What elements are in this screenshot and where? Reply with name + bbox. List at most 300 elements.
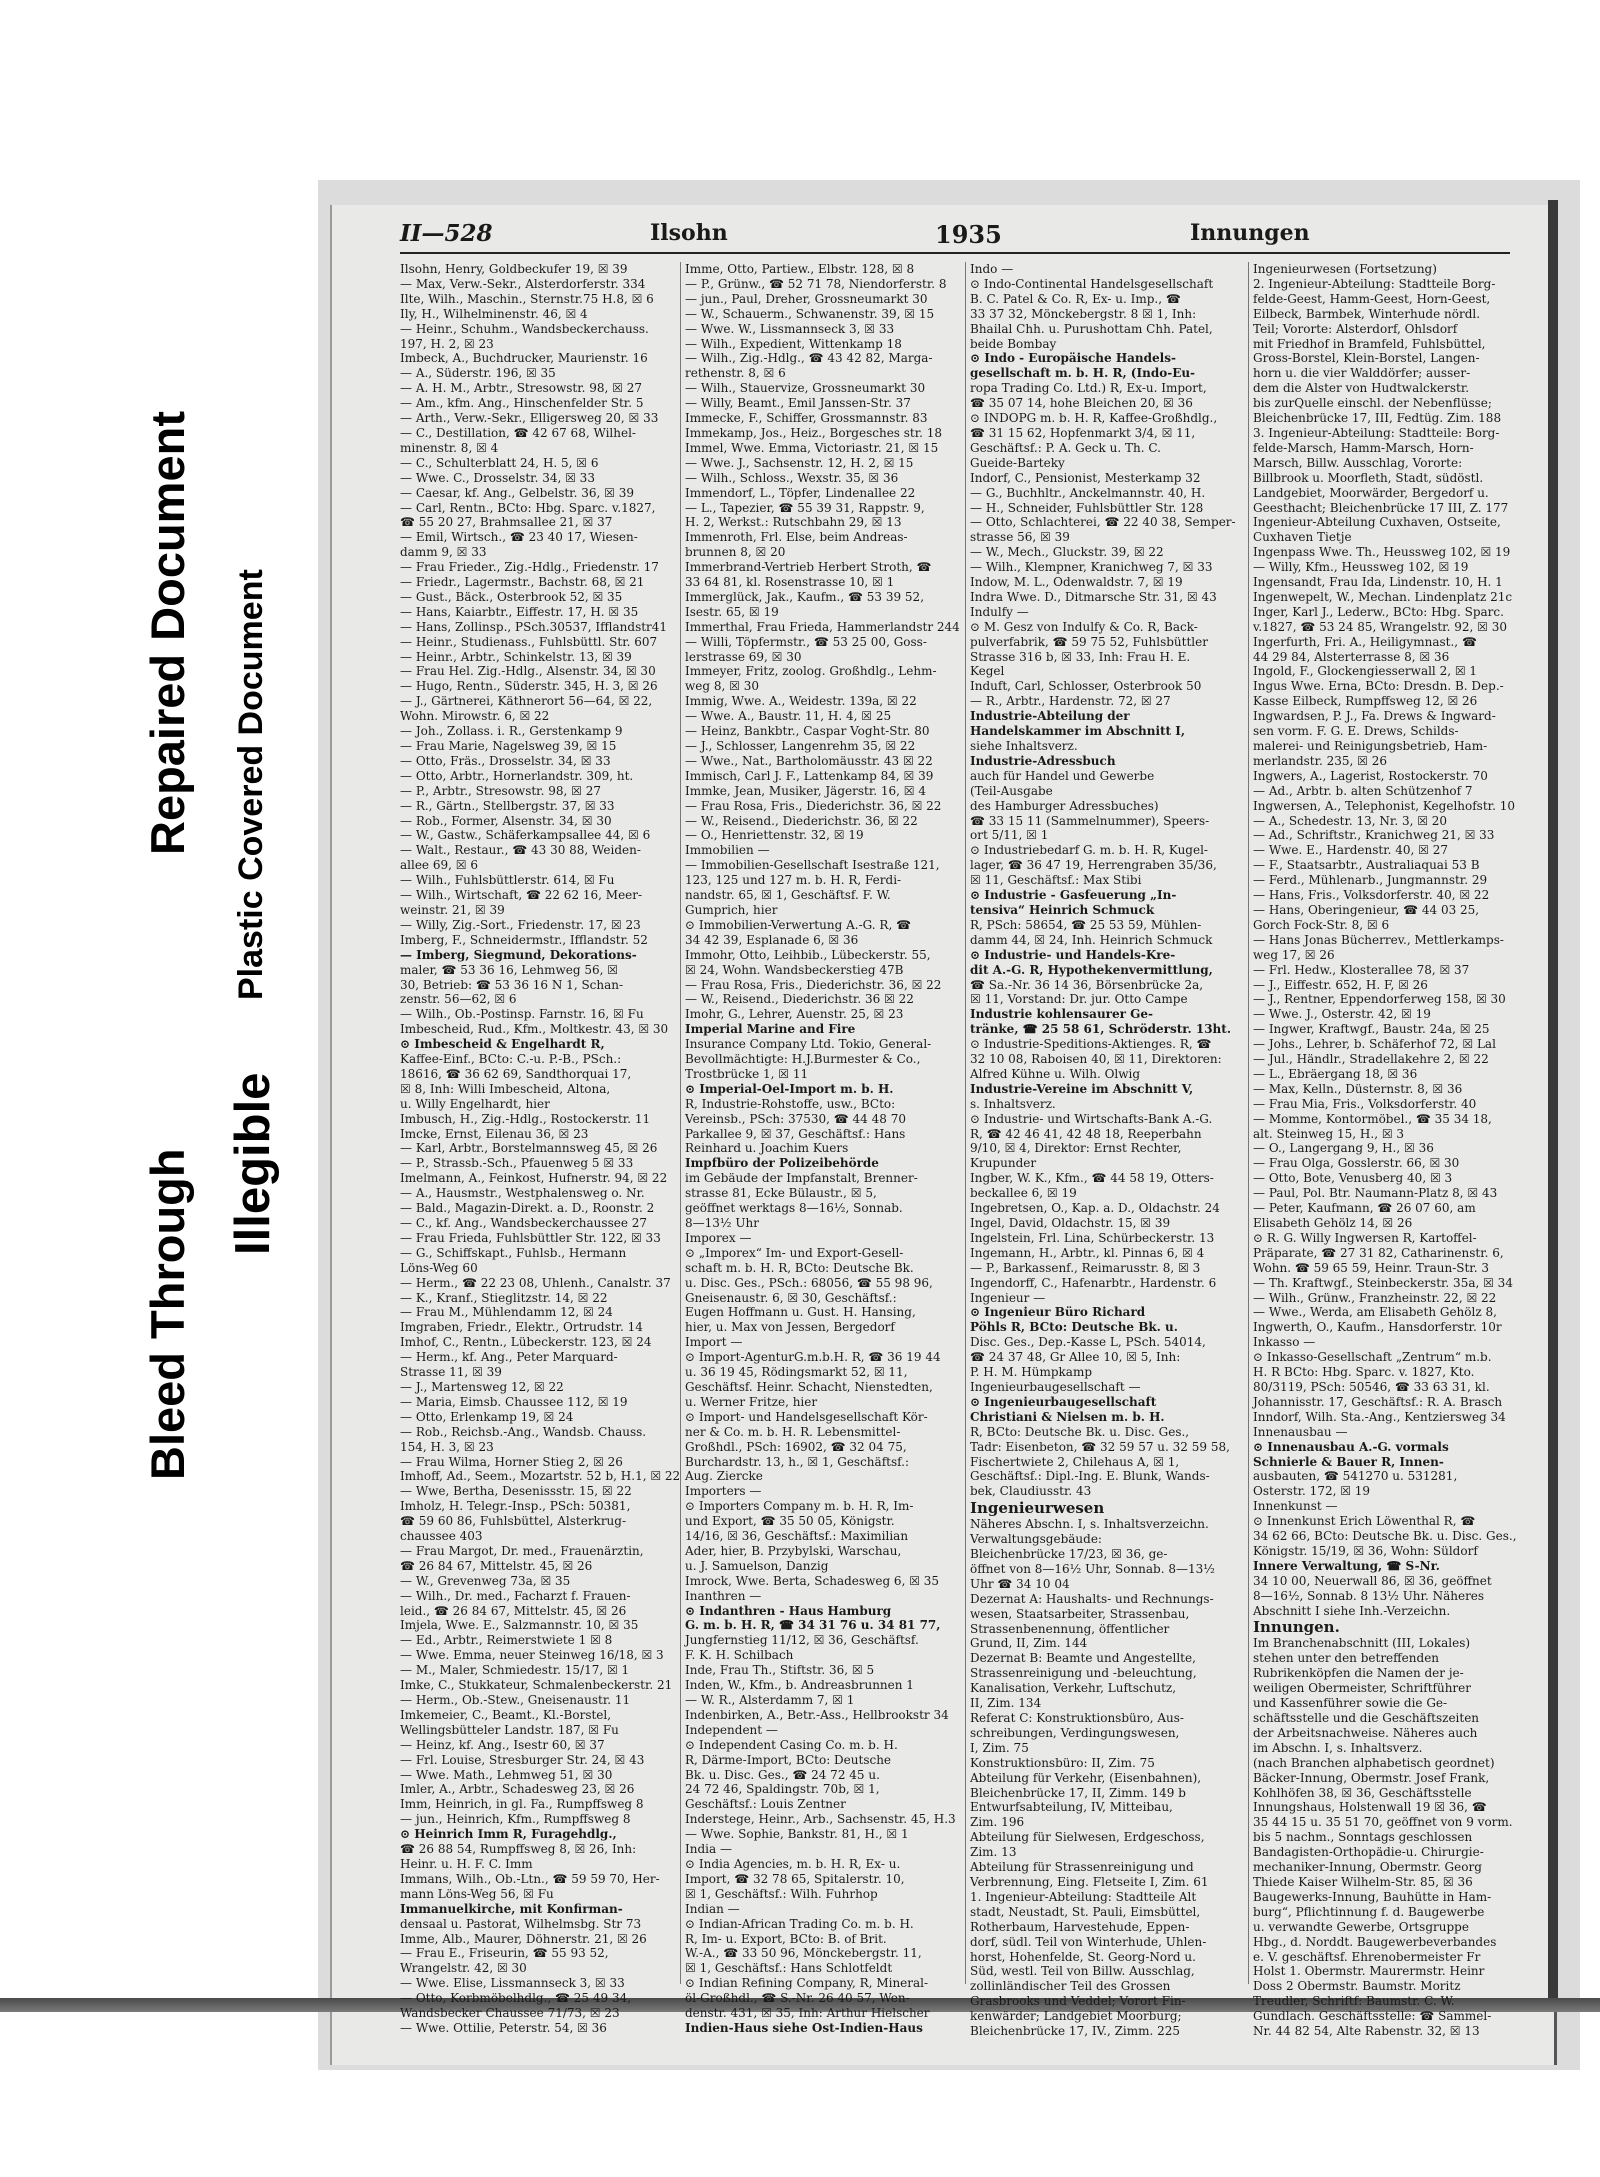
directory-entry-line: — Hans, Oberingenieur, ☎ 44 03 25, (1253, 902, 1480, 917)
directory-entry-line: leid., ☎ 26 84 67, Mittelstr. 45, ☒ 26 (400, 1603, 627, 1618)
directory-entry-line: — Wwe. C., Drosselstr. 34, ☒ 33 (400, 470, 595, 485)
directory-entry-line: — Wilh., Schloss., Wexstr. 35, ☒ 36 (685, 470, 899, 485)
directory-entry-line: Teil; Vororte: Alsterdorf, Ohlsdorf (1253, 321, 1458, 336)
directory-entry-line: — Willy, Kfm., Heussweg 102, ☒ 19 (1253, 560, 1469, 575)
directory-entry-line: — Frau Mia, Fris., Volksdorferstr. 40 (1253, 1096, 1477, 1111)
directory-entry-line: lerstrasse 69, ☒ 30 (685, 649, 802, 664)
directory-entry-line: — Hans, Fris., Volksdorferstr. 40, ☒ 22 (1253, 888, 1490, 903)
directory-entry-line: — Heinr., Arbtr., Schinkelstr. 13, ☒ 39 (400, 649, 632, 664)
directory-entry-line: Imbeck, A., Buchdrucker, Maurienstr. 16 (400, 351, 648, 366)
directory-entry-line: Wandsbecker Chaussee 71/73, ☒ 23 (400, 2006, 620, 2021)
directory-entry-line: 8—16½, Sonnab. 8 13½ Uhr. Näheres (1253, 1588, 1485, 1603)
directory-entry-line: Immeyer, Fritz, zoolog. Großhdlg., Lehm- (685, 664, 937, 679)
directory-entry-line: Ingerfurth, Fri. A., Heiligymnast., ☎ (1253, 634, 1477, 649)
directory-entry-line: Ingendorff, C., Hafenarbtr., Hardenstr. 6 (970, 1275, 1217, 1290)
directory-entry-line: u. Werner Fritze, hier (685, 1394, 818, 1409)
directory-entry-line: u. verwandte Gewerbe, Ortsgruppe (1253, 1919, 1469, 1934)
directory-entry-line: Immecke, F., Schiffer, Grossmannstr. 83 (685, 411, 928, 426)
directory-entry-line: — Immobilien-Gesellschaft Isestraße 121, (685, 858, 940, 873)
directory-entry-line: — Peter, Kaufmann, ☎ 26 07 60, am (1253, 1201, 1476, 1216)
directory-entry-line: G. m. b. H. R, ☎ 34 31 76 u. 34 81 77, (685, 1618, 941, 1633)
directory-entry-line: — Wilh., Zig.-Hdlg., ☎ 43 42 82, Marga- (685, 351, 933, 366)
directory-entry-line: Innungshaus, Holstenwall 19 ☒ 36, ☎ (1253, 1800, 1487, 1815)
directory-entry-line: chaussee 403 (400, 1529, 483, 1544)
directory-entry-line: horn u. die vier Walddörfer; ausser- (1253, 366, 1471, 381)
directory-entry-line: — Herm., ☎ 22 23 08, Uhlenh., Canalstr. 37 (400, 1275, 671, 1290)
directory-entry-line: bis 5 nachm., Sonntags geschlossen (1253, 1830, 1473, 1845)
directory-entry-line: 44 29 84, Alsterterrasse 8, ☒ 36 (1253, 649, 1450, 664)
directory-entry-line: — Wwe., Werda, am Elisabeth Gehölz 8, (1253, 1305, 1497, 1320)
directory-entry-line: 24 72 46, Spaldingstr. 70b, ☒ 1, (685, 1782, 880, 1797)
directory-entry-line: ⊙ Ingenieur Büro Richard (970, 1305, 1146, 1320)
directory-entry-line: — Wilh., Grünw., Franzheinstr. 22, ☒ 22 (1253, 1290, 1497, 1305)
directory-entry-line: weinstr. 21, ☒ 39 (400, 902, 505, 917)
directory-entry-line: Industrie kohlensaurer Ge- (970, 1007, 1153, 1022)
directory-entry-line: Ingwers, A., Lagerist, Rostockerstr. 70 (1253, 768, 1488, 783)
directory-entry-line: ⊙ Industrie - Gasfeuerung „In- (970, 888, 1177, 903)
directory-entry-line: — Herm., kf. Ang., Peter Marquard- (400, 1350, 618, 1365)
directory-entry-line: v.1827, ☎ 53 24 85, Wrangelstr. 92, ☒ 30 (1253, 619, 1507, 634)
directory-entry-line: Imporex — (685, 1230, 752, 1245)
column-divider (680, 262, 681, 1984)
directory-entry-line: ⊙ Imperial-Oel-Import m. b. H. (685, 1081, 894, 1096)
directory-entry-line: II, Zim. 134 (970, 1696, 1042, 1711)
directory-entry-line: ropa Trading Co. Ltd.) R, Ex-u. Import, (970, 381, 1207, 396)
directory-entry-line: Gneisenaustr. 6, ☒ 30, Geschäftsf.: (685, 1290, 897, 1305)
directory-entry-line: Treudler, Schriftf: Baumstr. C. W. (1253, 1994, 1455, 2009)
directory-entry-line: Cuxhaven Tietje (1253, 530, 1352, 545)
directory-entry-line: (nach Branchen alphabetisch geordnet) (1253, 1755, 1495, 1770)
directory-entry-line: Ingber, W. K., Kfm., ☎ 44 58 19, Otters- (970, 1171, 1214, 1186)
directory-entry-line: Handelskammer im Abschnitt I, (970, 724, 1186, 739)
illegible-label: Illegible (226, 1072, 280, 1255)
directory-entry-line: Isestr. 65, ☒ 19 (685, 604, 779, 619)
directory-entry-line: Kohlhöfen 38, ☒ 36, Geschäftsstelle (1253, 1785, 1472, 1800)
directory-entry-line: ⊙ „Imporex“ Im- und Export-Gesell- (685, 1245, 904, 1260)
directory-entry-line: Ingenpass Wwe. Th., Heussweg 102, ☒ 19 (1253, 545, 1511, 560)
directory-entry-line: 34 42 39, Esplanade 6, ☒ 36 (685, 932, 859, 947)
directory-entry-line: ⊙ Import- und Handelsgesellschaft Kör- (685, 1409, 928, 1424)
directory-entry-line: Imholz, H. Telegr.-Insp., PSch: 50381, (400, 1499, 631, 1514)
directory-entry-line: P. H. M. Hümpkamp (970, 1365, 1093, 1380)
directory-entry-line: — M., Maler, Schmiedestr. 15/17, ☒ 1 (400, 1663, 630, 1678)
directory-entry-line: — W., Gastw., Schäferkampsallee 44, ☒ 6 (400, 828, 651, 843)
directory-entry-line: Königstr. 15/19, ☒ 36, Wohn: Süldorf (1253, 1543, 1478, 1558)
directory-entry-line: — C., Destillation, ☎ 42 67 68, Wilhel- (400, 425, 636, 440)
directory-entry-line: — Heinz, kf. Ang., Isestr 60, ☒ 37 (400, 1737, 605, 1752)
directory-entry-line: 33 37 32, Mönckebergstr. 8 ☒ 1, Inh: (970, 306, 1197, 321)
directory-entry-line: — Heinz, Bankbtr., Caspar Voght-Str. 80 (685, 724, 930, 739)
directory-entry-line: — Johs., Lehrer, b. Schäferhof 72, ☒ Lal (1253, 1037, 1496, 1052)
directory-entry-line: mann Löns-Weg 56, ☒ Fu (400, 1886, 554, 1901)
directory-entry-line: Verwaltungsgebäude: (970, 1532, 1102, 1547)
directory-entry-line: Indra Wwe. D., Ditmarsche Str. 31, ☒ 43 (970, 589, 1217, 604)
directory-entry-line: W.-A., ☎ 33 50 96, Mönckebergstr. 11, (685, 1946, 922, 1961)
directory-entry-line: Imperial Marine and Fire (685, 1022, 856, 1037)
directory-entry-line: mechaniker-Innung, Obermstr. Georg (1253, 1860, 1482, 1875)
directory-entry-line: Industrie-Adressbuch (970, 753, 1116, 768)
directory-entry-line: zenstr. 56—62, ☒ 6 (400, 992, 517, 1007)
directory-entry-line: Heinr. u. H. F. C. Imm (400, 1856, 533, 1871)
directory-entry-line: ⊙ Immobilien-Verwertung A.-G. R, ☎ (685, 917, 912, 932)
directory-entry-line: Immenroth, Frl. Else, beim Andreas- (685, 530, 908, 545)
directory-entry-line: Import, ☎ 32 78 65, Spitalerstr. 10, (685, 1871, 905, 1886)
directory-entry-line: 33 64 81, kl. Rosenstrasse 10, ☒ 1 (685, 575, 895, 590)
directory-entry-line: und Kassenführer sowie die Ge- (1253, 1696, 1448, 1711)
directory-entry-line: — J., Eiffestr. 652, H. F, ☒ 26 (1253, 977, 1428, 992)
directory-entry-line: Imme, Alb., Maurer, Döhnerstr. 21, ☒ 26 (400, 1931, 647, 1946)
directory-entry-line: Immerbrand-Vertrieb Herbert Stroth, ☎ (685, 560, 932, 575)
directory-entry-line: Abteilung für Verkehr, (Eisenbahnen), (970, 1770, 1202, 1785)
directory-entry-line: — P., Strassb.-Sch., Pfauenweg 5 ☒ 33 (400, 1156, 634, 1171)
directory-entry-line: weg 17, ☒ 26 (1253, 947, 1335, 962)
directory-entry-line: Ingenieur — (970, 1290, 1046, 1305)
directory-entry-line: maler, ☎ 53 36 16, Lehmweg 56, ☒ (400, 962, 619, 977)
directory-entry-line: B. C. Patel & Co. R, Ex- u. Imp., ☎ (970, 291, 1181, 306)
directory-entry-line: Ingemann, H., Arbtr., kl. Pinnas 6, ☒ 4 (970, 1245, 1205, 1260)
directory-entry-line: Imcke, Ernst, Eilenau 36, ☒ 23 (400, 1126, 589, 1141)
directory-entry-line: — Rob., Former, Alsenstr. 34, ☒ 30 (400, 813, 612, 828)
directory-entry-line: horst, Hohenfelde, St. Georg-Nord u. (970, 1949, 1196, 1964)
directory-entry-line: Süd, westl. Teil von Billw. Ausschlag, (970, 1964, 1195, 1979)
directory-entry-line: Thiede Kaiser Wilhelm-Str. 85, ☒ 36 (1253, 1874, 1473, 1889)
directory-entry-line: ☒ 24, Wohn. Wandsbeckerstieg 47B (685, 962, 904, 977)
directory-entry-line: Bandagisten-Orthopädie-u. Chirurgie- (1253, 1845, 1484, 1860)
directory-entry-line: Inderstege, Heinr., Arb., Sachsenstr. 45, H.3 (685, 1812, 956, 1827)
directory-entry-line: Zim. 196 (970, 1815, 1025, 1830)
directory-entry-line: — Ingwer, Kraftwgf., Baustr. 24a, ☒ 25 (1253, 1022, 1490, 1037)
directory-entry-line: — Otto, Korbmöbelhdlg., ☎ 25 49 34, (400, 1991, 632, 2006)
directory-entry-line: Indulfy — (970, 604, 1029, 619)
scan-edge-right (1548, 200, 1558, 2000)
directory-entry-line: Parkallee 9, ☒ 37, Geschäftsf.: Hans (685, 1126, 906, 1141)
directory-entry-line: denstr. 431, ☒ 35, Inh: Arthur Hielscher (685, 2006, 930, 2021)
directory-column-4 (1253, 262, 1525, 2039)
directory-entry-line: Osterstr. 172, ☒ 19 (1253, 1484, 1371, 1499)
directory-entry-line: allee 69, ☒ 6 (400, 858, 478, 873)
directory-entry-line: Ilte, Wilh., Maschin., Sternstr.75 H.8, ☒ 6 (400, 291, 654, 306)
directory-entry-line: Indian — (685, 1901, 740, 1916)
directory-entry-line: F. K. H. Schilbach (685, 1648, 794, 1663)
directory-entry-line: sen vorm. F. G. E. Drews, Schilds- (1253, 724, 1459, 739)
directory-entry-line: ☒ 11, Vorstand: Dr. jur. Otto Campe (970, 992, 1188, 1007)
directory-entry-line: Inger, Karl J., Lederw., BCto: Hbg. Sparc. (1253, 604, 1504, 619)
directory-entry-line: 3. Ingenieur-Abteilung: Stadtteile: Borg- (1253, 425, 1500, 440)
directory-entry-line: Imelmann, A., Feinkost, Hufnerstr. 94, ☒ 22 (400, 1171, 668, 1186)
directory-entry-line: 35 44 15 u. 35 51 70, geöffnet von 9 vorm. (1253, 1815, 1513, 1830)
directory-entry-line: R, Därme-Import, BCto: Deutsche (685, 1752, 892, 1767)
directory-entry-line: — jun., Heinrich, Kfm., Rumpffsweg 8 (400, 1812, 631, 1827)
directory-entry-line: — Frau Frieder., Zig.-Hdlg., Friedenstr. 17 (400, 560, 659, 575)
directory-entry-line: — Wwe. A., Baustr. 11, H. 4, ☒ 25 (685, 709, 892, 724)
directory-entry-line: Schnierle & Bauer R, Innen- (1253, 1454, 1444, 1469)
directory-entry-line: — Karl, Arbtr., Borstelmannsweg 45, ☒ 26 (400, 1141, 658, 1156)
directory-entry-line: ⊙ Importers Company m. b. H. R, Im- (685, 1499, 914, 1514)
directory-entry-line: ☒ 1, Geschäftsf.: Hans Schlotfeldt (685, 1961, 893, 1976)
directory-entry-line: strasse 56, ☒ 39 (970, 530, 1070, 545)
directory-entry-line: — Emil, Wirtsch., ☎ 23 40 17, Wiesen- (400, 530, 638, 545)
directory-entry-line: — Wwe., Nat., Bartholomäusstr. 43 ☒ 22 (685, 753, 933, 768)
directory-entry-line: — Rob., Reichsb.-Ang., Wandsb. Chauss. (400, 1424, 647, 1439)
directory-entry-line: — Ed., Arbtr., Reimerstwiete 1 ☒ 8 (400, 1633, 613, 1648)
directory-entry-line: ☎ 24 37 48, Gr Allee 10, ☒ 5, Inh: (970, 1350, 1181, 1365)
directory-entry-line: Ader, hier, B. Przybylski, Warschau, (685, 1543, 902, 1558)
directory-entry-line: ort 5/11, ☒ 1 (970, 828, 1049, 843)
directory-entry-line: 30, Betrieb: ☎ 53 36 16 N 1, Schan- (400, 977, 624, 992)
directory-entry-line: Ingenieurbaugesellschaft — (970, 1379, 1141, 1394)
directory-entry-line: Imhoff, Ad., Seem., Mozartstr. 52 b, H.1, ☒ 22 (400, 1469, 681, 1484)
directory-entry-line: 154, H. 3, ☒ 23 (400, 1439, 494, 1454)
directory-entry-line: Bleichenbrücke 17, IV., Zimm. 225 (970, 2024, 1181, 2039)
directory-entry-line: Bäcker-Innung, Obermstr. Josef Frank, (1253, 1770, 1490, 1785)
directory-entry-line: Ingwersen, A., Telephonist, Kegelhofstr. 10 (1253, 798, 1515, 813)
directory-entry-line: Referat C: Konstruktionsbüro, Aus- (970, 1711, 1184, 1725)
directory-entry-line: lager, ☎ 36 47 19, Herrengraben 35/36, (970, 858, 1217, 873)
directory-entry-line: — Hugo, Rentn., Süderstr. 345, H. 3, ☒ 26 (400, 679, 658, 694)
page-number: II—528 (400, 220, 493, 247)
directory-entry-line: — K., Kranf., Stieglitzstr. 14, ☒ 22 (400, 1290, 608, 1305)
directory-entry-line: ☒ 11, Geschäftsf.: Max Stibi (970, 873, 1142, 888)
directory-entry-line: Präparate, ☎ 27 31 82, Catharinenstr. 6, (1253, 1245, 1504, 1260)
directory-entry-line: Jungfernstieg 11/12, ☒ 36, Geschäftsf. (685, 1633, 919, 1648)
directory-entry-line: — R., Arbtr., Hardenstr. 72, ☒ 27 (970, 694, 1171, 709)
directory-entry-line: Hbg., d. Norddt. Baugewerbeverbandes (1253, 1934, 1497, 1949)
directory-entry-line: — Wilh., Ob.-Postinsp. Farnstr. 16, ☒ Fu (400, 1007, 644, 1022)
directory-entry-line: ⊙ Indo-Continental Handelsgesellschaft (970, 276, 1214, 291)
directory-entry-line: — Wwe, Bertha, Desenissstr. 15, ☒ 22 (400, 1484, 632, 1499)
directory-entry-line: ⊙ Industriebedarf G. m. b. H. R, Kugel- (970, 843, 1208, 858)
directory-entry-line: Imler, A., Arbtr., Schadesweg 23, ☒ 26 (400, 1782, 635, 1797)
directory-entry-line: Industrie-Abteilung der (970, 709, 1130, 724)
directory-entry-line: Christiani & Nielsen m. b. H. (970, 1409, 1165, 1424)
directory-entry-line: Eilbeck, Barmbek, Winterhude nördl. (1253, 306, 1481, 321)
directory-entry-line: Abteilung für Sielwesen, Erdgeschoss, (970, 1830, 1205, 1845)
directory-column-2 (685, 262, 962, 2035)
directory-entry-line: Wrangelstr. 42, ☒ 30 (400, 1961, 527, 1976)
directory-entry-line: — A., Schedestr. 13, Nr. 3, ☒ 20 (1253, 813, 1448, 828)
directory-entry-line: merlandstr. 235, ☒ 26 (1253, 753, 1388, 768)
directory-entry-line: — Frau Wilma, Horner Stieg 2, ☒ 26 (400, 1454, 623, 1469)
directory-entry-line: — J., Martensweg 12, ☒ 22 (400, 1379, 564, 1394)
directory-entry-line: Reinhard u. Joachim Kuers (685, 1141, 849, 1156)
directory-entry-line: — J., Rentner, Eppendorferweg 158, ☒ 30 (1253, 992, 1506, 1007)
directory-entry-line: Holst 1. Obermstr. Maurermstr. Heinr (1253, 1964, 1485, 1979)
directory-entry-line: ⊙ Indanthren - Haus Hamburg (685, 1603, 892, 1618)
directory-entry-line: — L., Tapezier, ☎ 55 39 31, Rappstr. 9, (685, 500, 925, 515)
directory-entry-line: Imohr, G., Lehrer, Auenstr. 25, ☒ 23 (685, 1007, 904, 1022)
directory-entry-line: — Momme, Kontormöbel., ☎ 35 34 18, (1253, 1111, 1492, 1126)
directory-entry-line: Bleichenbrücke 17, II, Zimm. 149 b (970, 1785, 1186, 1800)
directory-entry-line: Kegel (970, 664, 1005, 679)
directory-entry-line: dem die Alster von Hudtwalckerstr. (1253, 381, 1470, 396)
directory-entry-line: India — (685, 1842, 732, 1857)
directory-entry-line: ☎ Sa.-Nr. 36 14 36, Börsenbrücke 2a, (970, 977, 1204, 992)
directory-entry-line: Induft, Carl, Schlosser, Osterbrook 50 (970, 679, 1202, 694)
directory-entry-line: Independent — (685, 1722, 778, 1737)
directory-entry-line: alt. Steinweg 15, H., ☒ 3 (1253, 1126, 1405, 1141)
directory-entry-line: Bhailal Chh. u. Purushottam Chh. Patel, (970, 321, 1213, 336)
directory-entry-line: minenstr. 8, ☒ 4 (400, 440, 499, 455)
directory-entry-line: öffnet von 8—16½ Uhr, Sonnab. 8—13½ (970, 1561, 1215, 1576)
directory-entry-line: — Friedr., Lagermstr., Bachstr. 68, ☒ 21 (400, 575, 645, 590)
directory-entry-line: Wellingsbütteler Landstr. 187, ☒ Fu (400, 1722, 619, 1737)
directory-entry-line: Immel, Wwe. Emma, Victoriastr. 21, ☒ 15 (685, 440, 939, 455)
directory-entry-line: Wohn. ☎ 59 65 59, Heinr. Traun-Str. 3 (1253, 1260, 1489, 1275)
directory-entry-line: Dezernat B: Beamte und Angestellte, (970, 1651, 1196, 1666)
directory-entry-line: Eugen Hoffmann u. Gust. H. Hansing, (685, 1305, 916, 1320)
directory-entry-line: gesellschaft m. b. H. R, (Indo-Eu- (970, 366, 1196, 381)
directory-entry-line: 123, 125 und 127 m. b. H. R, Ferdi- (685, 873, 902, 888)
directory-entry-line: Löns-Weg 60 (400, 1260, 478, 1275)
directory-entry-line: bis zurQuelle einschl. der Nebenflüsse; (1253, 396, 1492, 411)
page-header (400, 218, 1510, 254)
directory-entry-line: H. 2, Werkst.: Rutschbahn 29, ☒ 13 (685, 515, 902, 530)
directory-entry-line: — Wwe. W., Lissmannseck 3, ☒ 33 (685, 321, 895, 336)
directory-entry-line: — Frau Margot, Dr. med., Frauenärztin, (400, 1543, 644, 1558)
directory-entry-line: — Bald., Magazin-Direkt. a. D., Roonstr. 2 (400, 1201, 655, 1216)
directory-entry-line: Ingenieur-Abteilung Cuxhaven, Ostseite, (1253, 515, 1501, 530)
directory-entry-line: u. Disc. Ges., PSch.: 68056, ☎ 55 98 96, (685, 1275, 933, 1290)
directory-entry-line: Immohr, Otto, Leihbib., Lübeckerstr. 55, (685, 947, 931, 962)
directory-entry-line: ⊙ R. G. Willy Ingwersen R, Kartoffel- (1253, 1230, 1477, 1245)
directory-entry-line: — G., Schiffskapt., Fuhlsb., Hermann (400, 1245, 627, 1260)
directory-entry-line: Imm, Heinrich, in gl. Fa., Rumpffsweg 8 (400, 1797, 644, 1812)
directory-entry-line: ⊙ Indian Refining Company, R, Mineral- (685, 1976, 929, 1991)
directory-entry-line: Rubrikenköpfen die Namen der je- (1253, 1666, 1464, 1681)
directory-entry-line: rethenstr. 8, ☒ 6 (685, 366, 786, 381)
column-divider (1248, 262, 1249, 1984)
directory-entry-line: Ingwerth, O., Kaufm., Hansdorferstr. 10r (1253, 1320, 1502, 1335)
directory-entry-line: ⊙ Innenausbau A.-G. vormals (1253, 1439, 1449, 1454)
directory-entry-line: u. 36 19 45, Rödingsmarkt 52, ☒ 11, (685, 1365, 908, 1380)
directory-entry-line: Indow, M. L., Odenwaldstr. 7, ☒ 19 (970, 575, 1183, 590)
directory-entry-line: ner & Co. m. b. H. R. Lebensmittel- (685, 1424, 901, 1439)
directory-entry-line: Bleichenbrücke 17/23, ☒ 36, ge- (970, 1547, 1168, 1562)
directory-entry-line: ⊙ Industrie- und Handels-Kre- (970, 947, 1176, 962)
directory-entry-line: Ingel, David, Oldachstr. 15, ☒ 39 (970, 1216, 1171, 1230)
directory-entry-line: beide Bombay (970, 336, 1057, 351)
directory-entry-line: ⊙ Import-AgenturG.m.b.H. R, ☎ 36 19 44 (685, 1350, 941, 1365)
directory-entry-line: — Am., kfm. Ang., Hinschenfelder Str. 5 (400, 396, 644, 411)
directory-entry-line: Billbrook u. Moorfleth, Stadt, südöstl. (1253, 470, 1484, 485)
directory-entry-line: brunnen 8, ☒ 20 (685, 545, 786, 560)
directory-entry-line: Elisabeth Gehölz 14, ☒ 26 (1253, 1216, 1413, 1230)
directory-entry-line: — Wwe. Sophie, Bankstr. 81, H., ☒ 1 (685, 1827, 909, 1842)
directory-entry-line: — Wilh., Dr. med., Facharzt f. Frauen- (400, 1588, 631, 1603)
directory-entry-line: ⊙ Ingenieurbaugesellschaft (970, 1394, 1157, 1409)
directory-entry-line: weiligen Obermeister, Schriftführer (1253, 1681, 1471, 1696)
directory-entry-line: Doss 2 Obermstr. Baumstr. Moritz (1253, 1979, 1461, 1994)
directory-entry-line: Inden, W., Kfm., b. Andreasbrunnen 1 (685, 1678, 914, 1693)
directory-entry-line: Ingus Wwe. Erna, BCto: Dresdn. B. Dep.- (1253, 679, 1504, 694)
directory-entry-line: — Heinr., Studienass., Fuhlsbüttl. Str. 607 (400, 634, 658, 649)
directory-entry-line: — Otto, Arbtr., Hornerlandstr. 309, ht. (400, 768, 634, 783)
directory-entry-line: — Wilh., Stauervize, Grossneumarkt 30 (685, 381, 926, 396)
directory-entry-line: R, ☎ 42 46 41, 42 48 18, Reeperbahn (970, 1126, 1202, 1141)
directory-entry-line: Wohn. Mirowstr. 6, ☒ 22 (400, 709, 550, 724)
directory-entry-line: Indo — (970, 262, 1014, 276)
directory-entry-line: Gumprich, hier (685, 902, 778, 917)
directory-entry-line: Aug. Ziercke (685, 1469, 763, 1484)
directory-entry-line: ⊙ Independent Casing Co. m. b. H. (685, 1737, 898, 1752)
directory-entry-line: Imhof, C., Rentn., Lübeckerstr. 123, ☒ 24 (400, 1335, 652, 1350)
directory-entry-line: Ingebretsen, O., Kap. a. D., Oldachstr. 24 (970, 1201, 1220, 1216)
directory-entry-line: R, Industrie-Rohstoffe, usw., BCto: (685, 1096, 896, 1111)
directory-entry-line: Vereinsb., PSch: 37530, ☎ 44 48 70 (685, 1111, 906, 1126)
directory-entry-line: strasse 81, Ecke Bülaustr., ☒ 5, (685, 1186, 877, 1201)
directory-entry-line: burg“, Pflichtinnung f. d. Baugewerbe (1253, 1904, 1485, 1919)
directory-entry-line: ☎ 26 84 67, Mittelstr. 45, ☒ 26 (400, 1558, 593, 1573)
directory-entry-line: Rotherbaum, Harvestehude, Eppen- (970, 1919, 1190, 1934)
directory-entry-line: Zim. 13 (970, 1845, 1017, 1860)
directory-entry-line: — Herm., Ob.-Stew., Gneisenaustr. 11 (400, 1693, 631, 1707)
directory-column-1 (400, 262, 681, 2035)
directory-entry-line: Inanthren — (685, 1588, 762, 1603)
directory-entry-line: Ilsohn, Henry, Goldbeckufer 19, ☒ 39 (400, 262, 628, 276)
directory-entry-line: — Frau Rosa, Fris., Diederichstr. 36, ☒ 22 (685, 798, 942, 813)
directory-entry-line: ⊙ Innenkunst Erich Löwenthal R, ☎ (1253, 1514, 1476, 1529)
directory-entry-line: ⊙ Indian-African Trading Co. m. b. H. (685, 1916, 914, 1931)
directory-entry-line: Ingwardsen, P. J., Fa. Drews & Ingward- (1253, 709, 1496, 724)
directory-entry-line: ⊙ INDOPG m. b. H. R, Kaffee-Großhdlg., (970, 411, 1218, 426)
directory-entry-line: Bk. u. Disc. Ges., ☎ 24 72 45 u. (685, 1767, 880, 1782)
directory-entry-line: Import — (685, 1335, 743, 1350)
directory-entry-line: s. Inhaltsverz. (970, 1096, 1056, 1111)
directory-entry-line: — F., Staatsarbtr., Australiaquai 53 B (1253, 858, 1480, 873)
directory-entry-line: — Frau Marie, Nagelsweg 39, ☒ 15 (400, 739, 617, 753)
directory-entry-line: Gundlach. Geschäftsstelle: ☎ Sammel- (1253, 2009, 1492, 2024)
directory-entry-line: — C., kf. Ang., Wandsbeckerchaussee 27 (400, 1216, 648, 1230)
directory-entry-line: Baugewerks-Innung, Bauhütte in Ham- (1253, 1889, 1492, 1904)
directory-entry-line: Immanuelkirche, mit Konfirman- (400, 1901, 623, 1916)
directory-entry-line: schaft m. b. H. R, BCto: Deutsche Bk. (685, 1260, 914, 1275)
directory-entry-line: (Teil-Ausgabe (970, 783, 1053, 798)
directory-entry-line: zollinländischer Teil des Grossen (970, 1979, 1171, 1994)
directory-entry-line: ☒ 1, Geschäftsf.: Wilh. Fuhrhop (685, 1886, 878, 1901)
directory-entry-line: tränke, ☎ 25 58 61, Schröderstr. 13ht. (970, 1022, 1231, 1037)
directory-entry-line: Großhdl., PSch: 16902, ☎ 32 04 75, (685, 1439, 907, 1454)
directory-entry-line: bek, Claudiusstr. 43 (970, 1484, 1092, 1499)
directory-entry-line: 14/16, ☒ 36, Geschäftsf.: Maximilian (685, 1529, 909, 1544)
directory-entry-line: nandstr. 65, ☒ 1, Geschäftsf. F. W. (685, 888, 891, 903)
running-head-section: Innungen (1190, 220, 1310, 246)
directory-entry-line: — Hans, Kaiarbtr., Eiffestr. 17, H. ☒ 35 (400, 604, 639, 619)
directory-entry-line: Im Branchenabschnitt (III, Lokales) (1253, 1636, 1471, 1651)
directory-entry-line: Immobilien — (685, 843, 770, 858)
directory-entry-line: — A., Hausmstr., Westphalensweg o. Nr. (400, 1186, 645, 1201)
directory-entry-line: und Export, ☎ 35 50 05, Königstr. (685, 1514, 895, 1529)
directory-entry-line: densaal u. Pastorat, Wilhelmsbg. Str 73 (400, 1916, 642, 1931)
directory-entry-line: Indorf, C., Pensionist, Mesterkamp 32 (970, 470, 1201, 485)
directory-entry-line: — Wwe. J., Osterstr. 42, ☒ 19 (1253, 1007, 1431, 1022)
directory-entry-line: des Hamburger Adressbuches) (970, 798, 1159, 813)
directory-entry-line: — Willy, Beamt., Emil Janssen-Str. 37 (685, 396, 911, 411)
directory-entry-line: ☎ 31 15 62, Hopfenmarkt 3/4, ☒ 11, (970, 425, 1196, 440)
directory-entry-line: schäftsstelle und die Geschäftszeiten (1253, 1711, 1480, 1725)
directory-entry-line: — Otto, Fräs., Drosselstr. 34, ☒ 33 (400, 753, 611, 768)
directory-entry-line: ⊙ Imbescheid & Engelhardt R, (400, 1037, 605, 1052)
directory-entry-line: Importers — (685, 1484, 762, 1499)
directory-entry-line: ☎ 55 20 27, Brahmsallee 21, ☒ 37 (400, 515, 613, 530)
directory-entry-line: ausbauten, ☎ 541270 u. 531281, (1253, 1469, 1458, 1484)
directory-entry-line: — Imberg, Siegmund, Dekorations- (400, 947, 637, 962)
directory-entry-line: Ingold, F., Glockengiesserwall 2, ☒ 1 (1253, 664, 1478, 679)
directory-entry-line: Ingelstein, Frl. Lina, Schürbeckerstr. 13 (970, 1230, 1215, 1245)
directory-entry-line: — C., Schulterblatt 24, H. 5, ☒ 6 (400, 455, 599, 470)
directory-entry-line: — A. H. M., Arbtr., Stresowstr. 98, ☒ 27 (400, 381, 643, 396)
directory-entry-line: Innungen. (1253, 1618, 1340, 1637)
directory-entry-line: Strassenbenennung, öffentlicher (970, 1621, 1170, 1636)
